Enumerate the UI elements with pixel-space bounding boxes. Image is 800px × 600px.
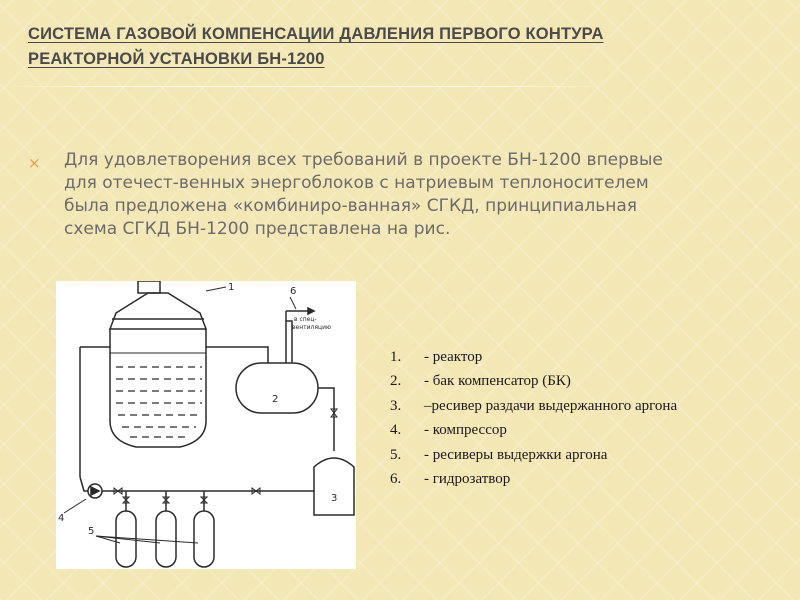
leader-4 <box>64 499 86 513</box>
legend-item <box>390 418 677 442</box>
title-line-1: СИСТЕМА ГАЗОВОЙ КОМПЕНСАЦИИ ДАВЛЕНИЯ ПЕРВОГО КОНТУРА <box>28 25 604 43</box>
receiver-5c <box>194 511 214 567</box>
title-divider <box>0 86 610 87</box>
legend-num: 1. <box>390 349 402 365</box>
label-5: 5 <box>88 526 95 537</box>
vent-label-2: вентиляцию <box>292 324 332 331</box>
legend-list <box>390 345 677 491</box>
reactor <box>110 281 234 447</box>
scheme-svg <box>56 281 356 569</box>
legend-num: 5. <box>390 446 402 463</box>
reactor-top-nozzle <box>138 281 160 293</box>
paragraph-line-3: была предложена «комбиниро-ванная» СГКД, принципиальная <box>64 196 638 216</box>
label-6: 6 <box>290 286 297 297</box>
label-4: 4 <box>58 513 65 524</box>
hydro-seal <box>286 286 331 363</box>
legend-num: 3. <box>390 397 402 414</box>
bullet-paragraph <box>64 149 784 241</box>
legend-num: 6. <box>390 470 402 487</box>
legend-text: - реактор <box>424 349 483 365</box>
legend-num: 4. <box>390 422 402 439</box>
legend-text: –ресивер раздачи выдержанного аргона <box>424 397 678 414</box>
reactor-dome <box>110 293 206 329</box>
reactor-vessel <box>110 329 206 447</box>
legend-item <box>390 467 677 491</box>
label-1: 1 <box>228 282 235 293</box>
holding-receivers <box>88 491 214 567</box>
legend-text: - гидрозатвор <box>424 470 511 487</box>
bullet-marker: × <box>28 154 41 172</box>
legend-item <box>390 443 677 467</box>
pipe-tank-to-receiver <box>318 388 334 451</box>
legend-item <box>390 345 677 369</box>
paragraph-line-4: схема СГКД БН-1200 представлена на рис. <box>64 219 451 239</box>
compressor-arrow <box>91 487 99 495</box>
label-2: 2 <box>272 394 279 405</box>
tank-body <box>236 363 318 413</box>
vent-arrow <box>308 308 314 314</box>
legend-text: - бак компенсатор (БК) <box>424 373 571 390</box>
distribution-receiver <box>314 458 354 515</box>
legend-item <box>390 394 677 418</box>
receiver-5b <box>156 511 176 567</box>
slide-title <box>28 22 768 72</box>
legend-text: - ресиверы выдержки аргона <box>424 446 608 463</box>
paragraph-line-1: Для удовлетворения всех требований в проекте БН-1200 впервые <box>64 150 663 170</box>
legend-num: 2. <box>390 373 402 390</box>
pipe-reactor-to-tank <box>206 347 268 363</box>
pipe-to-pump <box>80 477 88 491</box>
label-3: 3 <box>331 493 338 504</box>
title-line-2: РЕАКТОРНОЙ УСТАНОВКИ БН-1200 <box>28 50 325 68</box>
sodium-waves <box>116 367 202 437</box>
receiver-3-body <box>314 458 354 515</box>
legend-text: - компрессор <box>424 422 507 439</box>
legend-item <box>390 369 677 393</box>
leader-6 <box>290 297 296 309</box>
leader-1 <box>206 287 226 291</box>
compensator-tank <box>236 363 318 413</box>
vent-label-1: в спец- <box>294 316 317 323</box>
sgkd-scheme-diagram <box>56 281 356 569</box>
paragraph-line-2: для отечест-венных энергоблоков с натриевым теплоносителем <box>64 173 649 193</box>
